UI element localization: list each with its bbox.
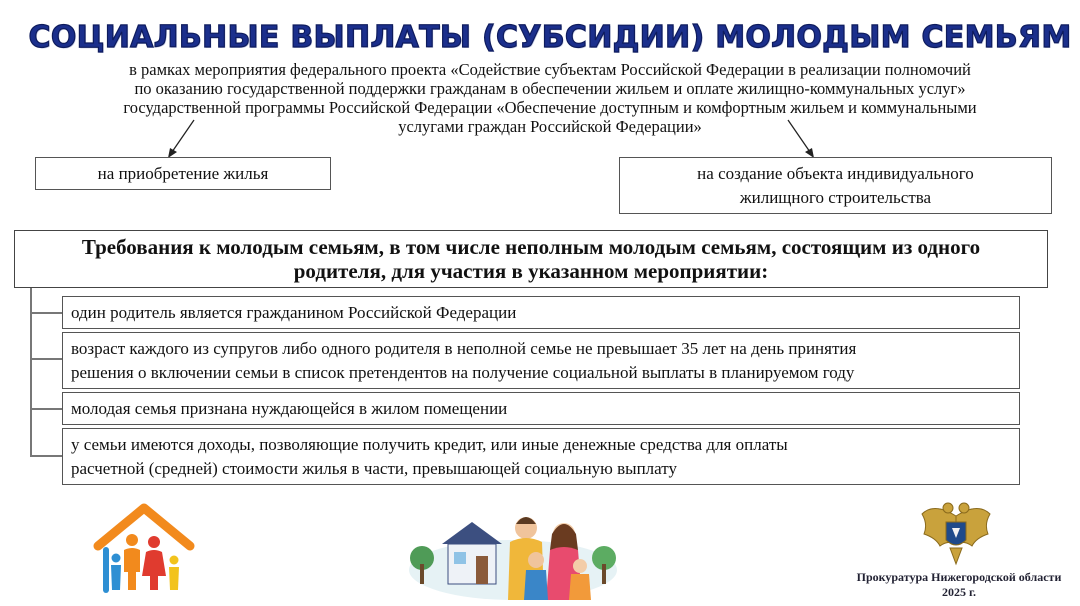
subtitle-line: по оказанию государственной поддержки гражданам в обеспечении жильем и оплате жилищно-коммунальных услуг» <box>134 79 966 98</box>
construction-label-line: жилищного строительства <box>739 187 932 207</box>
requirements-header <box>14 230 1048 288</box>
page-title: СОЦИАЛЬНЫЕ ВЫПЛАТЫ (СУБСИДИИ) МОЛОДЫМ СЕМЬЯМ <box>28 20 1072 55</box>
footer-organization <box>848 570 1070 600</box>
subtitle-line: государственной программы Российской Федерации «Обеспечение доступным и комфортным жильем и коммунальными <box>123 98 977 117</box>
purchase-housing-label: на приобретение жилья <box>97 163 269 183</box>
family-illustration <box>408 500 618 600</box>
purchase-housing-box <box>35 157 331 190</box>
subtitle-line: услугами граждан Российской Федерации» <box>398 117 702 136</box>
requirement-line: возраст каждого из супругов либо одного родителя в неполной семье не превышает 35 лет на день принятия <box>71 339 857 358</box>
tree-branch <box>30 455 62 457</box>
requirement-line: у семьи имеются доходы, позволяющие получить кредит, или иные денежные средства для оплаты <box>71 435 788 454</box>
construction-label-line: на создание объекта индивидуального <box>697 163 974 183</box>
family-house-logo <box>88 498 200 598</box>
requirement-item <box>62 296 1020 329</box>
requirement-line: один родитель является гражданином Российской Федерации <box>71 303 517 322</box>
footer-year: 2025 г. <box>941 585 977 599</box>
tree-branch <box>30 358 62 360</box>
requirement-line: расчетной (средней) стоимости жилья в части, превышающей социальную выплату <box>71 459 677 478</box>
requirement-item <box>62 332 1020 389</box>
prosecutor-emblem <box>918 494 994 566</box>
arrow-right <box>782 118 822 160</box>
tree-branch <box>30 408 62 410</box>
subtitle-line: в рамках мероприятия федерального проекта «Содействие субъектам Российской Федерации в реализации полномочий <box>129 60 971 79</box>
requirement-item <box>62 392 1020 425</box>
footer-org-name: Прокуратура Нижегородской области <box>856 570 1062 584</box>
requirement-line: молодая семья признана нуждающейся в жилом помещении <box>71 399 508 418</box>
requirement-line: решения о включении семьи в список претендентов на получение социальной выплаты в планируемом году <box>71 363 855 382</box>
construction-box <box>619 157 1052 214</box>
requirement-item <box>62 428 1020 485</box>
tree-branch <box>30 312 62 314</box>
requirements-header-line: Требования к молодым семьям, в том числе неполным молодым семьям, состоящим из одного <box>81 235 981 259</box>
arrow-left <box>160 118 200 160</box>
requirements-header-line: родителя, для участия в указанном мероприятии: <box>293 259 769 283</box>
